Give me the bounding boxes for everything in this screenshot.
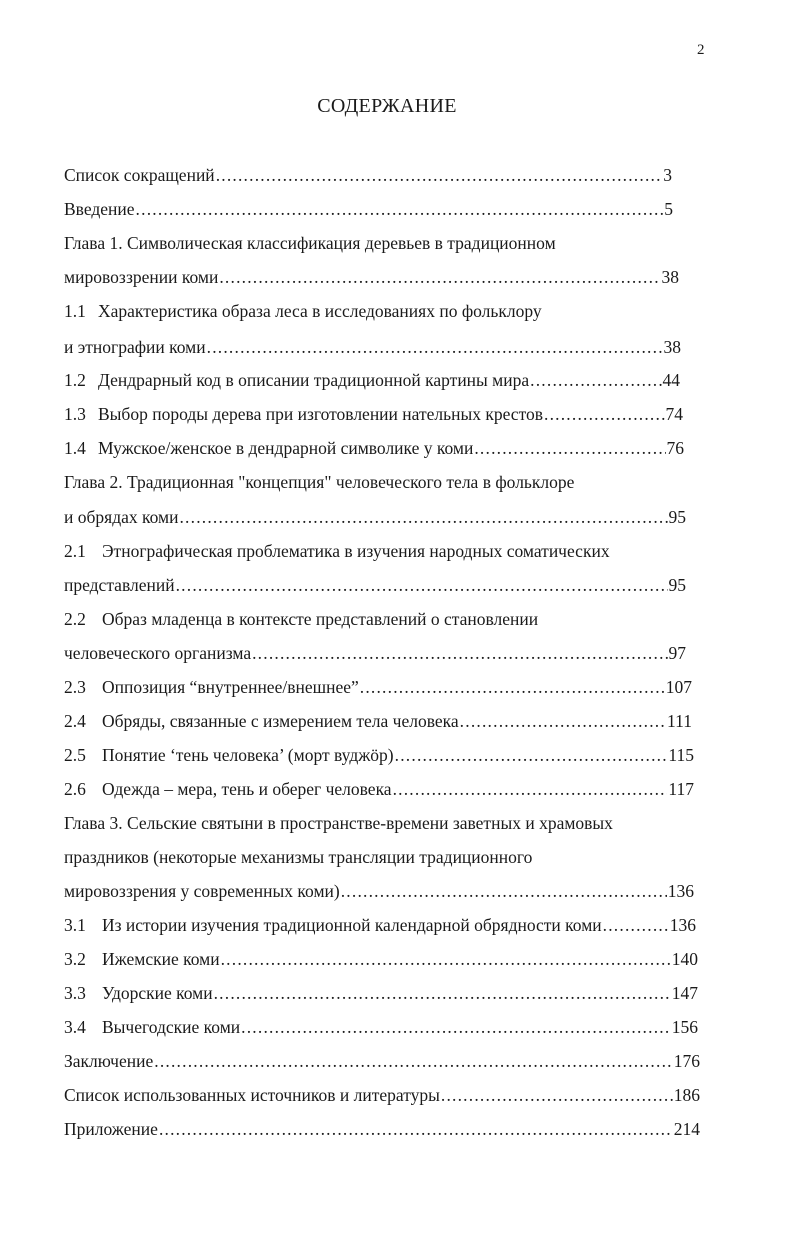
toc-entry xyxy=(64,266,679,288)
toc-entry-page: 140 xyxy=(671,949,698,969)
toc-leader xyxy=(179,506,667,528)
toc-entry-text: Глава 3. Сельские святыни в пространстве-времени заветных и храмовых xyxy=(64,813,613,833)
toc-leader xyxy=(441,1084,673,1106)
toc-leader xyxy=(341,880,667,902)
toc-entry-text: и обрядах коми xyxy=(64,507,179,527)
toc-entry-text: Глава 2. Традиционная "концепция" человеческого тела в фольклоре xyxy=(64,472,575,492)
toc-entry xyxy=(64,300,542,322)
toc-entry-page: 115 xyxy=(668,745,694,765)
toc-entry-page: 44 xyxy=(662,370,680,390)
toc-leader xyxy=(395,744,668,766)
toc-entry-page: 107 xyxy=(665,677,692,697)
toc-entry-text: Обряды, связанные с измерением тела человека xyxy=(102,711,459,731)
toc-entry xyxy=(64,914,696,936)
toc-entry-text: Дендрарный код в описании традиционной картины мира xyxy=(98,370,530,390)
toc-entry-page: 117 xyxy=(668,779,694,799)
toc-entry xyxy=(64,540,610,562)
toc-entry-text: Список сокращений xyxy=(64,165,215,185)
toc-entry xyxy=(64,232,556,254)
toc-entry xyxy=(64,1084,700,1106)
toc-entry-number: 1.3 xyxy=(64,404,86,424)
toc-entry xyxy=(64,403,683,425)
toc-entry xyxy=(64,812,613,834)
toc-entry-text: и этнографии коми xyxy=(64,337,206,357)
toc-entry-number: 3.4 xyxy=(64,1017,86,1037)
toc-entry xyxy=(64,982,698,1004)
toc-entry xyxy=(64,1118,700,1140)
toc-entry-text: Мужское/женское в дендрарной символике у коми xyxy=(98,438,474,458)
toc-entry xyxy=(64,676,692,698)
toc-entry-number: 2.5 xyxy=(64,745,86,765)
toc-entry-number: 3.1 xyxy=(64,915,86,935)
toc-entry-text: мировоззрении коми xyxy=(64,267,219,287)
toc-entry xyxy=(64,164,672,186)
toc-entry xyxy=(64,880,694,902)
toc-entry-text: Удорские коми xyxy=(102,983,213,1003)
toc-entry-number: 2.1 xyxy=(64,541,86,561)
toc-entry-page: 111 xyxy=(667,711,692,731)
toc-entry-number: 3.3 xyxy=(64,983,86,1003)
toc-entry-number: 2.4 xyxy=(64,711,86,731)
toc-leader xyxy=(176,574,668,596)
toc-entry xyxy=(64,744,694,766)
toc-entry xyxy=(64,1050,700,1072)
toc-entry-text: мировоззрения у современных коми) xyxy=(64,881,340,901)
toc-leader xyxy=(474,437,665,459)
toc-entry-page: 74 xyxy=(665,404,683,424)
page-title: СОДЕРЖАНИЕ xyxy=(317,95,457,117)
toc-entry-page: 136 xyxy=(669,915,696,935)
toc-entry xyxy=(64,778,694,800)
toc-entry-page: 38 xyxy=(661,267,679,287)
toc-leader xyxy=(530,369,661,391)
toc-leader xyxy=(207,336,663,358)
toc-entry xyxy=(64,369,680,391)
toc-entry-number: 1.1 xyxy=(64,301,86,321)
toc-entry-page: 214 xyxy=(673,1119,700,1139)
toc-entry-number: 2.2 xyxy=(64,609,86,629)
toc-entry-text: Понятие ‘тень человека’ (морт вуджӧр) xyxy=(102,745,394,765)
toc-entry-text: Список использованных источников и литературы xyxy=(64,1085,440,1105)
toc-entry-page: 5 xyxy=(664,199,673,219)
toc-entry xyxy=(64,198,673,220)
toc-entry-page: 136 xyxy=(667,881,694,901)
toc-entry-text: Введение xyxy=(64,199,135,219)
toc-entry-text: Образ младенца в контексте представлений о становлении xyxy=(102,609,539,629)
page-number: 2 xyxy=(697,42,705,58)
toc-entry-text: Глава 1. Символическая классификация деревьев в традиционном xyxy=(64,233,556,253)
toc-entry-page: 76 xyxy=(666,438,684,458)
toc-entry-page: 38 xyxy=(663,337,681,357)
toc-leader xyxy=(159,1118,673,1140)
toc-entry-text: праздников (некоторые механизмы трансляции традиционного xyxy=(64,847,533,867)
toc-leader xyxy=(221,948,671,970)
toc-entry-text: Из истории изучения традиционной календарной обрядности коми xyxy=(102,915,602,935)
toc-entry xyxy=(64,710,692,732)
toc-entry xyxy=(64,948,698,970)
toc-leader xyxy=(136,198,664,220)
toc-leader xyxy=(219,266,660,288)
toc-entry-page: 186 xyxy=(673,1085,700,1105)
toc-leader xyxy=(360,676,665,698)
toc-leader xyxy=(460,710,666,732)
toc-entry xyxy=(64,336,681,358)
toc-entry-text: Этнографическая проблематика в изучения народных соматических xyxy=(102,541,610,561)
toc-entry-text: Приложение xyxy=(64,1119,158,1139)
toc-leader xyxy=(544,403,665,425)
toc-entry-number: 3.2 xyxy=(64,949,86,969)
toc-entry-text: представлений xyxy=(64,575,175,595)
toc-entry-page: 97 xyxy=(668,643,686,663)
toc-leader xyxy=(603,914,669,936)
toc-entry-text: Оппозиция “внутреннее/внешнее” xyxy=(102,677,359,697)
toc-leader xyxy=(214,982,671,1004)
toc-entry-number: 2.6 xyxy=(64,779,86,799)
toc-entry-page: 3 xyxy=(663,165,672,185)
toc-entry xyxy=(64,437,684,459)
toc-entry-number: 2.3 xyxy=(64,677,86,697)
toc-entry xyxy=(64,846,532,868)
toc-entry xyxy=(64,471,574,493)
toc-entry-text: Выбор породы дерева при изготовлении нательных крестов xyxy=(98,404,543,424)
toc-entry-text: Ижемские коми xyxy=(102,949,220,969)
toc-entry-text: Одежда – мера, тень и оберег человека xyxy=(102,779,392,799)
toc-entry-page: 147 xyxy=(671,983,698,1003)
toc-entry-text: человеческого организма xyxy=(64,643,252,663)
toc-leader xyxy=(154,1050,673,1072)
toc-entry-number: 1.4 xyxy=(64,438,86,458)
toc-leader xyxy=(241,1016,671,1038)
toc-entry-number: 1.2 xyxy=(64,370,86,390)
toc-entry-page: 176 xyxy=(673,1051,700,1071)
toc-entry xyxy=(64,1016,698,1038)
toc-entry-page: 95 xyxy=(668,507,686,527)
toc-leader xyxy=(393,778,668,800)
toc-entry xyxy=(64,574,686,596)
toc-leader xyxy=(252,642,667,664)
toc-entry-page: 156 xyxy=(671,1017,698,1037)
toc-entry-page: 95 xyxy=(668,575,686,595)
toc-entry xyxy=(64,608,538,630)
toc-entry-text: Заключение xyxy=(64,1051,154,1071)
toc-entry-text: Вычегодские коми xyxy=(102,1017,241,1037)
toc-entry xyxy=(64,506,686,528)
toc-entry xyxy=(64,642,686,664)
toc-leader xyxy=(216,164,663,186)
toc-entry-text: Характеристика образа леса в исследованиях по фольклору xyxy=(98,301,542,321)
